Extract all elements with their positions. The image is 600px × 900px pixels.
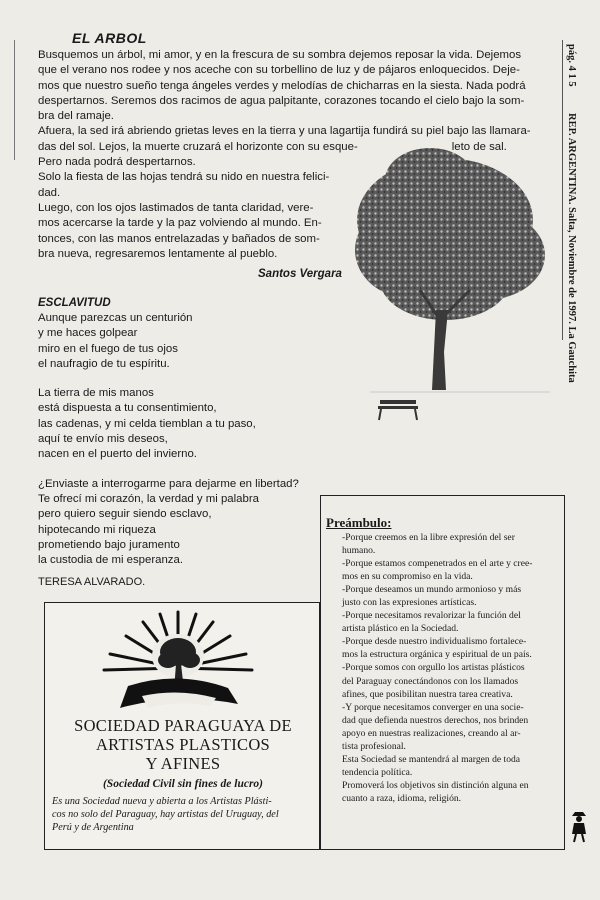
sociedad-name bbox=[48, 716, 318, 773]
sun-rays-tree-logo bbox=[98, 608, 258, 716]
tree-with-bench-illustration bbox=[350, 140, 560, 430]
stanza bbox=[38, 477, 338, 569]
publication-caption: REP. ARGENTINA. Salta, Noviembre de 1997. La Gauchita bbox=[566, 113, 577, 384]
preambulo-line: del Paraguay conectándonos con los llamados bbox=[342, 675, 519, 687]
preambulo-line: -Porque creemos en la libre expresión del ser bbox=[342, 532, 515, 543]
poem-line: La tierra de mis manos bbox=[38, 387, 154, 400]
preambulo-line: afines, que posibilitan nuestra tarea creativa. bbox=[342, 688, 513, 700]
poem-line: mos que nuestro sueño tenga ángeles verdes y melodías de chicharras en la siesta. Nada podrá bbox=[38, 79, 526, 92]
poem-line: Luego, con los ojos lastimados de tanta claridad, vere- bbox=[38, 201, 314, 214]
poem-line: y me haces golpear bbox=[38, 327, 138, 340]
gaucho-figure-icon bbox=[568, 808, 590, 844]
poem-line: Aunque parezcas un centurión bbox=[38, 312, 193, 324]
poem-line: bra del ramaje. bbox=[38, 110, 114, 123]
poem-line: ¿Enviaste a interrogarme para dejarme en libertad? bbox=[38, 477, 299, 490]
sociedad-name-line: SOCIEDAD PARAGUAYA DE bbox=[74, 716, 292, 735]
poem-line: que el verano nos rodee y nos aceche con su torbellino de luz y de pájaros enloquecidos. Deje- bbox=[38, 64, 520, 77]
preambulo-line: -Y porque necesitamos converger en una socie- bbox=[342, 701, 524, 713]
poem-title-esclavitud: ESCLAVITUD bbox=[38, 297, 111, 309]
sociedad-name-line: Y AFINES bbox=[145, 754, 221, 773]
poem-author-santos-vergara: Santos Vergara bbox=[258, 268, 342, 280]
poem-line: mos acercarse la tarde y la paz volviendo al mundo. En- bbox=[38, 217, 322, 230]
preambulo-line: dad que defienda nuestros derechos, nos brinden bbox=[342, 714, 529, 726]
poem-line: nacen en el puerto del invierno. bbox=[38, 448, 197, 461]
poem-line: Afuera, la sed irá abriendo grietas leves en la tierra y una lagartija fundirá su piel bajo las llamara- bbox=[38, 125, 531, 138]
preambulo-line: -Porque desde nuestro individualismo fortalece- bbox=[342, 636, 527, 648]
poem-line: las cadenas, y mi celda tiemblan a tu paso, bbox=[38, 417, 256, 430]
poem-title-el-arbol: EL ARBOL bbox=[72, 30, 147, 46]
poem-line: aquí te envío mis deseos, bbox=[38, 433, 168, 446]
preambulo-list bbox=[342, 531, 558, 805]
poem-line: la custodia de mi esperanza. bbox=[38, 554, 183, 567]
poem-line: el naufragio de tu espíritu. bbox=[38, 357, 170, 370]
preambulo-title: Preámbulo: bbox=[326, 515, 392, 530]
sociedad-desc-line: Es una Sociedad nueva y abierta a los Artistas Plásti- bbox=[52, 796, 272, 807]
poem-line: hipotecando mi riqueza bbox=[38, 523, 156, 536]
poem-line: Te ofrecí mi corazón, la verdad y mi palabra bbox=[38, 492, 259, 505]
preambulo-line: Promoverá los objetivos sin distinción alguna en bbox=[342, 779, 529, 791]
poem-line: dad. bbox=[38, 186, 61, 199]
sociedad-subtitle: (Sociedad Civil sin fines de lucro) bbox=[102, 778, 264, 790]
poem-line: Pero nada podrá despertarnos. bbox=[38, 156, 196, 169]
preambulo-line: tendencia política. bbox=[342, 766, 413, 778]
preambulo-line: -Porque deseamos un mundo armonioso y más bbox=[342, 584, 522, 596]
stanza bbox=[38, 311, 338, 372]
preambulo-line: apoyo en nuestras realizaciones, creando al ar- bbox=[342, 727, 521, 739]
preambulo-line: -Porque necesitamos revalorizar la función del bbox=[342, 610, 521, 622]
poem-line: Solo la fiesta de las hojas tendrá su nido en nuestra felici- bbox=[38, 171, 330, 184]
preambulo-line: humano. bbox=[342, 545, 376, 557]
preambulo-line: mos la estructura orgánica y espiritual de un país. bbox=[342, 649, 532, 661]
poem-line: prometiendo bajo juramento bbox=[38, 538, 180, 551]
poem-line: está dispuesta a tu consentimiento, bbox=[38, 402, 217, 415]
poem-author-teresa-alvarado: TERESA ALVARADO. bbox=[38, 576, 146, 588]
poem-line: despertarnos. Seremos dos racimos de agua palpitante, corazones tocando el cielo bajo la som- bbox=[38, 94, 525, 107]
sociedad-desc-line: cos no solo del Paraguay, hay artistas del Uruguay, del bbox=[52, 809, 279, 820]
preambulo-line: -Porque estamos compenetrados en el arte y cree- bbox=[342, 558, 533, 570]
preambulo-line: tista profesional. bbox=[342, 740, 406, 752]
side-caption bbox=[566, 44, 577, 383]
poem-line: pero quiero seguir siendo esclavo, bbox=[38, 508, 212, 521]
poem-line-part: leto de sal. bbox=[451, 140, 507, 153]
preambulo-line: artista plástico en la Sociedad. bbox=[342, 623, 459, 635]
preambulo-line: mos en su compromiso en la vida. bbox=[342, 571, 473, 583]
stanza bbox=[38, 386, 338, 462]
preambulo-line: -Porque somos con orgullo los artistas plásticos bbox=[342, 662, 525, 674]
sociedad-desc-line: Perú y de Argentina bbox=[52, 822, 134, 833]
poem-line: tonces, con las manos entrelazadas y bañados de som- bbox=[38, 232, 320, 245]
poem-line: bra nueva, regresaremos lentamente al pueblo. bbox=[38, 247, 278, 260]
preambulo-line: cuanto a raza, idioma, religión. bbox=[342, 792, 462, 804]
poem-line: miro en el fuego de tus ojos bbox=[38, 342, 178, 355]
preambulo-line: Esta Sociedad se mantendrá al margen de toda bbox=[342, 753, 521, 765]
margin-rule bbox=[14, 40, 15, 160]
sociedad-name-line: ARTISTAS PLASTICOS bbox=[95, 735, 271, 754]
poem-esclavitud-body bbox=[38, 311, 338, 582]
sociedad-description bbox=[52, 795, 316, 834]
page-number-label: pág. 4 1 5 bbox=[566, 44, 577, 87]
preambulo-line: justo con las expresiones artísticas. bbox=[342, 597, 477, 609]
poem-line: Busquemos un árbol, mi amor, y en la frescura de su sombra dejemos reposar la vida. Dejemos bbox=[38, 49, 522, 61]
poem-line-part: das del sol. Lejos, la muerte cruzará el horizonte con su esque- bbox=[38, 140, 358, 153]
